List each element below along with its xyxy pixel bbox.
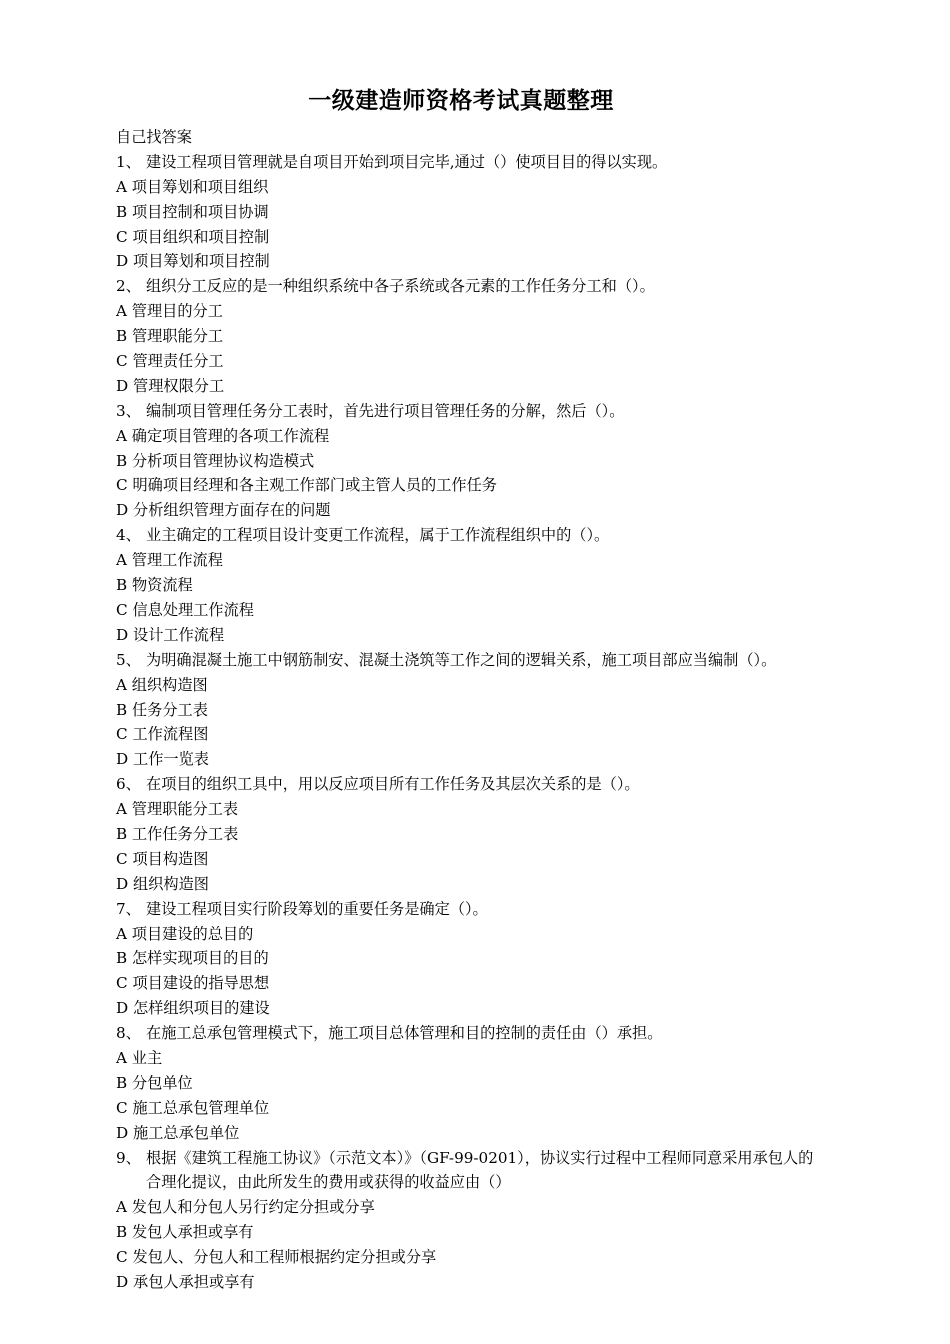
question-text: 为明确混凝土施工中钢筋制安、混凝土浇筑等工作之间的逻辑关系，施工项目部应当编制（）。 [146, 650, 777, 669]
option-a: A 项目筹划和项目组织 [116, 177, 269, 196]
option-d: D 施工总承包单位 [116, 1123, 240, 1142]
question-text: 在项目的组织工具中，用以反应项目所有工作任务及其层次关系的是（）。 [146, 775, 640, 794]
question-6 [116, 772, 816, 797]
option-a: A 管理工作流程 [116, 551, 223, 570]
question-text: 建设工程项目管理就是自项目开始到项目完毕,通过（）使项目目的得以实现。 [146, 152, 668, 171]
option-b: B 项目控制和项目协调 [116, 202, 269, 221]
option-a: A 管理目的分工 [116, 302, 223, 321]
question-number: 5、 [116, 650, 141, 669]
option-c: C 工作流程图 [116, 725, 209, 744]
question-number: 2、 [116, 277, 141, 296]
intro-text: 自己找答案 [116, 128, 192, 146]
question-number: 1、 [116, 152, 141, 171]
question-2 [116, 274, 816, 299]
option-d: D 管理权限分工 [116, 376, 225, 395]
option-a: A 组织构造图 [116, 675, 208, 694]
question-number: 6、 [116, 775, 141, 794]
question-5 [116, 648, 816, 673]
option-b: B 发包人承担或享有 [116, 1223, 254, 1242]
option-c: C 项目建设的指导思想 [116, 974, 270, 993]
option-c: C 施工总承包管理单位 [116, 1098, 270, 1117]
option-c: C 管理责任分工 [116, 352, 224, 371]
question-number: 9、 [116, 1148, 141, 1167]
option-d: D 组织构造图 [116, 874, 209, 893]
option-b: B 分析项目管理协议构造模式 [116, 451, 315, 470]
question-text: 在施工总承包管理模式下，施工项目总体管理和目的控制的责任由（）承担。 [146, 1024, 663, 1043]
question-number: 3、 [116, 401, 141, 420]
question-9 [116, 1146, 816, 1196]
question-number: 4、 [116, 526, 141, 545]
document-body [116, 125, 816, 1295]
option-b: B 物资流程 [116, 576, 193, 595]
question-8 [116, 1021, 816, 1046]
question-text: 业主确定的工程项目设计变更工作流程，属于工作流程组织中的（）。 [146, 526, 610, 545]
option-b: B 任务分工表 [116, 700, 208, 719]
option-b: B 怎样实现项目的目的 [116, 949, 269, 968]
option-c: C 信息处理工作流程 [116, 600, 254, 619]
option-a: A 业主 [116, 1048, 163, 1067]
question-text: 组织分工反应的是一种组织系统中各子系统或各元素的工作任务分工和（）。 [146, 277, 655, 296]
option-c: C 项目构造图 [116, 849, 209, 868]
option-a: A 确定项目管理的各项工作流程 [116, 426, 330, 445]
question-text: 根据《建筑工程施工协议》（示范文本）》（GF-99-0201），协议实行过程中工程师同意采用承包人的合理化提议，由此所发生的费用或获得的收益应由（） [146, 1148, 814, 1192]
question-text: 编制项目管理任务分工表时，首先进行项目管理任务的分解，然后（）。 [146, 401, 625, 420]
option-d: D 工作一览表 [116, 750, 209, 769]
question-number: 8、 [116, 1024, 141, 1043]
question-text: 建设工程项目实行阶段筹划的重要任务是确定（）。 [146, 899, 488, 918]
option-b: B 管理职能分工 [116, 327, 224, 346]
question-3 [116, 399, 816, 424]
question-1 [116, 150, 816, 175]
option-c: C 项目组织和项目控制 [116, 227, 270, 246]
option-c: C 明确项目经理和各主观工作部门或主管人员的工作任务 [116, 476, 497, 495]
question-7 [116, 897, 816, 922]
option-a: A 发包人和分包人另行约定分担或分享 [116, 1198, 375, 1217]
document-title: 一级建造师资格考试真题整理 [308, 87, 614, 114]
option-b: B 工作任务分工表 [116, 824, 239, 843]
option-c: C 发包人、分包人和工程师根据约定分担或分享 [116, 1248, 437, 1267]
option-d: D 怎样组织项目的建设 [116, 999, 270, 1018]
question-4 [116, 523, 816, 548]
question-number: 7、 [116, 899, 141, 918]
option-d: D 承包人承担或享有 [116, 1273, 255, 1292]
option-a: A 管理职能分工表 [116, 800, 239, 819]
option-a: A 项目建设的总目的 [116, 924, 254, 943]
option-d: D 设计工作流程 [116, 625, 225, 644]
option-d: D 分析组织管理方面存在的问题 [116, 501, 331, 520]
option-b: B 分包单位 [116, 1073, 193, 1092]
option-d: D 项目筹划和项目控制 [116, 252, 270, 271]
